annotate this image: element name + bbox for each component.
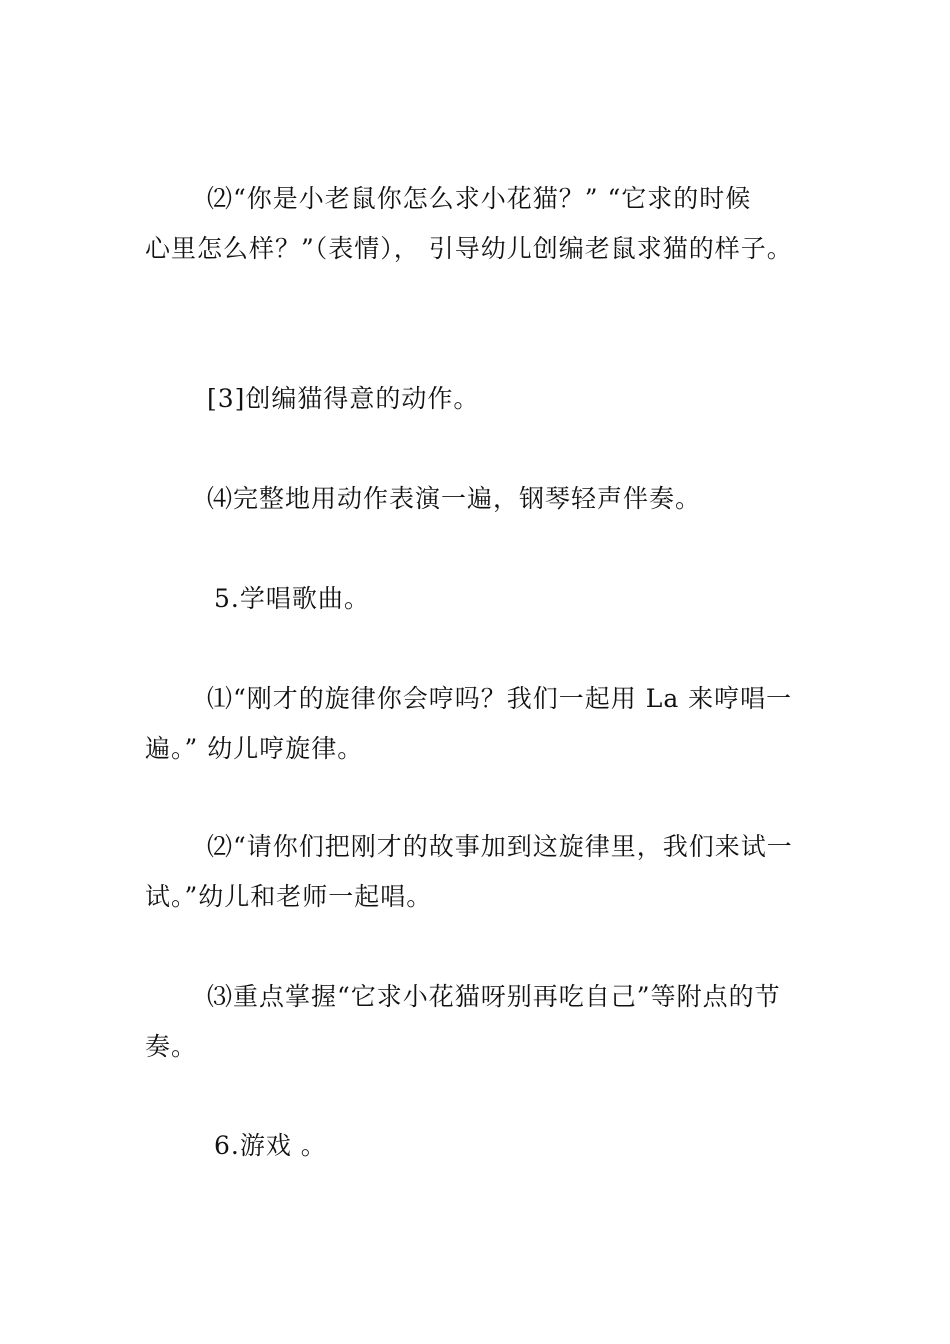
paragraph-line: 心里怎么样？”（表情）， 引导幼儿创编老鼠求猫的样子。: [145, 234, 793, 263]
paragraph-line: ⑵“请你们把刚才的故事加到这旋律里，我们来试一: [207, 832, 793, 861]
paragraph-line: 试。”幼儿和老师一起唱。: [145, 882, 433, 911]
paragraph-line: [3]创编猫得意的动作。: [207, 384, 480, 413]
paragraph-line: 遍。” 幼儿哼旋律。: [145, 734, 364, 763]
section-heading: 6.游戏 。: [214, 1131, 327, 1160]
paragraph-line: ⑴“刚才的旋律你会哼吗？我们一起用 La 来哼唱一: [207, 684, 793, 713]
paragraph-line: ⑷完整地用动作表演一遍，钢琴轻声伴奏。: [207, 484, 702, 513]
paragraph-line: ⑶重点掌握“它求小花猫呀别再吃自己”等附点的节: [207, 982, 781, 1011]
paragraph-line: ⑵“你是小老鼠你怎么求小花猫？” “它求的时候: [207, 184, 752, 213]
paragraph-line: 奏。: [145, 1032, 198, 1061]
section-heading: 5.学唱歌曲。: [214, 584, 370, 613]
